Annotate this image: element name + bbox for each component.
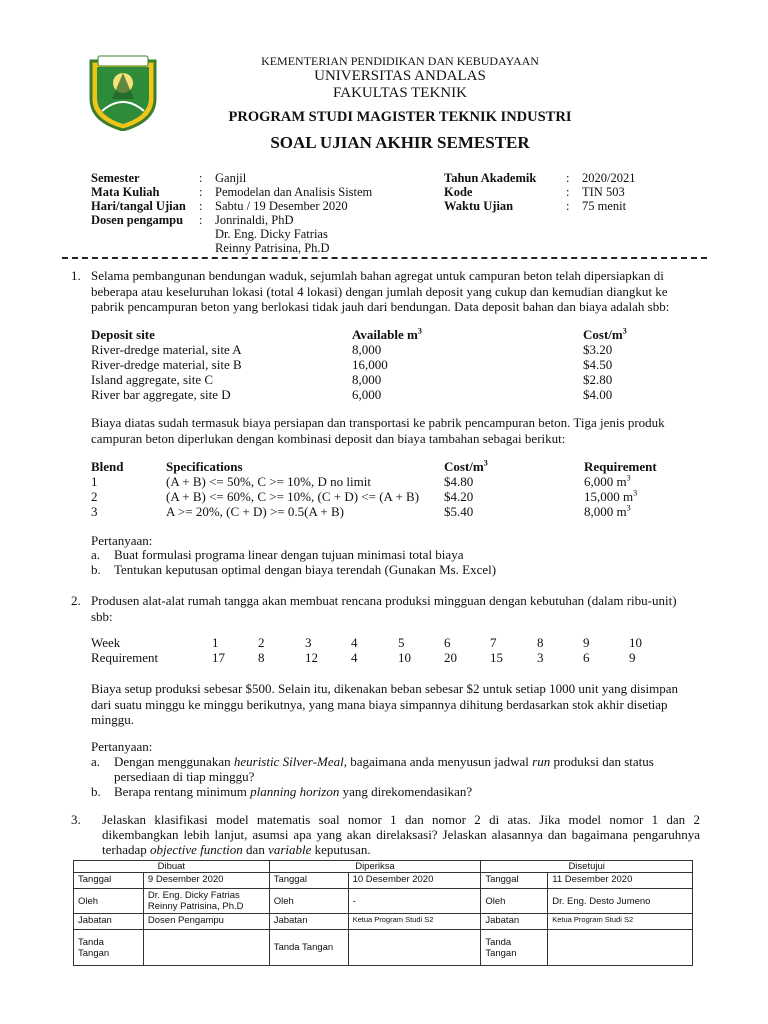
deposit-header-cost: Cost/$m^3$ [583,326,627,342]
deposit-cost: $4.50 [583,357,613,372]
signoff-row-date [74,873,693,889]
week-cell: 10 [629,635,642,650]
q2-text2-line: Biaya setup produksi sebesar $500. Selain itu, dikenakan beban sebesar $2 untuk setiap 1000 unit yang disimpan [91,681,679,696]
signoff-row-signature [74,930,693,966]
blend-cost: $5.40 [444,504,474,519]
info-colon: : [566,171,570,185]
signoff-cell: Jabatan [269,914,348,930]
signoff-cell: Ketua Program Studi S2 [348,914,481,930]
blend-cost: $4.80 [444,474,474,489]
blend-id: 3 [91,504,98,519]
blend-requirement: 8,000 $m^3$ [584,503,631,519]
week-cell: 8 [537,635,544,650]
signoff-cell: Tanggal [481,873,548,889]
q3-line1: Jelaskan klasifikasi model matematis soal nomor 1 dan nomor 2 di atas. Jika model nomor 1 dan 2 [102,812,700,827]
q1-text2 [91,415,701,446]
signoff-header-approved: Disetujui [481,861,693,873]
q1-question-a: Buat formulasi programa linear dengan tujuan minimasi total biaya [114,547,464,562]
req-cell: 6 [583,650,590,665]
week-cell: 3 [305,635,312,650]
info-label-code: Kode [444,185,473,199]
q2-number: 2. [71,593,81,608]
info-value-code: TIN 503 [582,185,625,199]
deposit-site: Island aggregate, site C [91,372,214,387]
signoff-cell: Oleh [269,889,348,914]
q2-text-line: sbb: [91,608,113,624]
req-cell: 9 [629,650,636,665]
info-label-duration: Waktu Ujian [444,199,514,213]
week-cell: 9 [583,635,590,650]
q2-question-a-line2: persediaan di tiap minggu? [114,769,255,784]
info-value-lecturer-3: Reinny Patrisina, Ph.D [215,241,330,255]
info-value-duration: 75 menit [582,199,627,213]
blend-requirement: 15,000 $m^3$ [584,488,638,504]
deposit-available: 6,000 [352,387,382,402]
q1-question-b: Tentukan keputusan optimal dengan biaya terendah (Gunakan Ms. Excel) [114,562,497,577]
signoff-row-by [74,889,693,914]
req-cell: 10 [398,650,411,665]
deposit-header-available: Available $m^3$ [352,326,422,342]
program-name: PROGRAM STUDI MAGISTER TEKNIK INDUSTRI [228,109,572,125]
q1-text2-line: campuran beton diperlukan dengan kombinasi deposit dan biaya tambahan sebagai berikut: [91,430,566,446]
info-colon: : [199,185,203,199]
deposit-site: River-dredge material, site A [91,342,242,357]
deposit-site: River bar aggregate, site D [91,387,231,402]
blend-spec: (A + B) <= 50%, C >= 10%, D no limit [166,474,371,489]
blend-cost: $4.20 [444,489,474,504]
deposit-available: 8,000 [352,342,382,357]
q1-text [91,268,701,315]
info-colon: : [199,199,203,213]
week-cell: 2 [258,635,265,650]
week-cell: 7 [490,635,497,650]
blend-header-cost: Cost/$m^3$ [444,458,488,474]
deposit-cost: $4.00 [583,387,613,402]
q3-number: 3. [71,812,81,827]
q2-question-a-letter: a. [91,754,101,769]
info-label-date: Hari/tangal Ujian [91,199,186,213]
deposit-available: 16,000 [352,357,388,372]
q3-line2: dikembangkan lebih lanjut, asumsi apa yang akan direlaksasi? Jelaskan alasannya dan bagaimana pengaruhnya [102,827,700,842]
q2-text2 [91,681,701,728]
signoff-cell: Oleh [481,889,548,914]
signature-box [143,930,269,966]
signoff-cell: Tanda Tangan [481,930,548,966]
info-label-academic-year: Tahun Akademik [444,171,537,185]
q1-number: 1. [71,268,81,283]
signoff-cell: Oleh [74,889,144,914]
q2-text [91,593,701,624]
deposit-site: River-dredge material, site B [91,357,242,372]
signoff-header-made: Dibuat [74,861,270,873]
blend-spec: A >= 20%, (C + D) >= 0.5(A + B) [166,504,344,519]
info-colon: : [566,199,570,213]
q2-text2-line: minggu. [91,712,134,727]
signoff-header-checked: Diperiksa [269,861,481,873]
week-cell: 4 [351,635,358,650]
info-colon: : [566,185,570,199]
signoff-header-row [74,861,693,873]
q1-question-a-letter: a. [91,547,101,562]
info-label-course: Mata Kuliah [91,185,160,199]
q3-line3: terhadap objective function dan variable keputusan. [102,842,371,857]
university-logo [88,53,158,131]
req-cell: 3 [537,650,544,665]
signature-box [348,930,481,966]
blend-header-spec: Specifications [166,459,243,474]
deposit-cost: $3.20 [583,342,613,357]
signoff-cell: Jabatan [74,914,144,930]
university-name: UNIVERSITAS ANDALAS [314,68,486,84]
info-value-date: Sabtu / 19 Desember 2020 [215,199,348,213]
blend-spec: (A + B) <= 60%, C >= 10%, (C + D) <= (A + B) [166,489,420,504]
deposit-available: 8,000 [352,372,382,387]
info-value-course: Pemodelan dan Analisis Sistem [215,185,373,199]
info-colon: : [199,171,203,185]
ministry-name: KEMENTERIAN PENDIDIKAN DAN KEBUDAYAAN [261,54,539,68]
signoff-cell: 9 Desember 2020 [143,873,269,889]
signoff-cell: Tanggal [74,873,144,889]
signoff-cell: Jabatan [481,914,548,930]
signoff-row-position [74,914,693,930]
req-cell: 20 [444,650,457,665]
signoff-cell: 11 Desember 2020 [548,873,693,889]
q2-question-b-letter: b. [91,784,101,799]
req-cell: 12 [305,650,318,665]
q2-question-b: Berapa rentang minimum planning horizon yang direkomendasikan? [114,784,473,799]
signoff-cell: Dr. Eng. Desto Jumeno [548,889,693,914]
info-label-semester: Semester [91,171,140,185]
blend-header-blend: Blend [91,459,124,474]
q1-text2-line: Biaya diatas sudah termasuk biaya persiapan dan transportasi ke pabrik pencampuran beton. Tiga jenis produk [91,415,665,430]
signoff-cell: Tanggal [269,873,348,889]
exam-title: SOAL UJIAN AKHIR SEMESTER [270,133,530,152]
q2-text-line: Produsen alat-alat rumah tangga akan membuat rencana produksi mingguan dengan kebutuhan (dalam ribu-unit) [91,593,677,608]
info-value-academic-year: 2020/2021 [582,171,636,185]
q2-text2-line: dari suatu minggu ke minggu berikutnya, yang mana biaya simpannya dihitung berdasarkan stok akhir disetiap [91,696,668,712]
req-cell: 15 [490,650,503,665]
q1-text-line: beberapa atau keseluruhan lokasi (total 4 lokasi) dengan jumlah deposit yang cukup dan kemudian diangkut ke [91,283,668,299]
req-cell: 17 [212,650,225,665]
signature-box [548,930,693,966]
q2-questions-label: Pertanyaan: [91,739,153,754]
blend-requirement: 6,000 $m^3$ [584,473,631,489]
blend-id: 2 [91,489,98,504]
header-divider [62,257,707,259]
week-label: Week [91,635,121,650]
q1-question-b-letter: b. [91,562,101,577]
info-label-lecturer: Dosen pengampu [91,213,184,227]
week-cell: 1 [212,635,219,650]
deposit-header-site: Deposit site [91,327,155,342]
blend-id: 1 [91,474,98,489]
signoff-cell: Dr. Eng. Dicky Fatrias Reinny Patrisina, Ph.D [143,889,269,914]
signoff-cell: - [348,889,481,914]
req-cell: 4 [351,650,358,665]
info-value-lecturer-2: Dr. Eng. Dicky Fatrias [215,227,328,241]
q1-questions-label: Pertanyaan: [91,533,153,548]
info-value-lecturer: Jonrinaldi, PhD [215,213,294,227]
q1-text-line: Selama pembangunan bendungan waduk, sejumlah bahan agregat untuk campuran beton telah dipersiapkan di [91,268,664,283]
info-value-semester: Ganjil [215,171,247,185]
signoff-cell: Dosen Pengampu [143,914,269,930]
q1-text-line: pabrik pencampuran beton yang berlokasi tidak jauh dari bendungan. Data deposit bahan dan biaya adalah sbb: [91,299,670,314]
week-cell: 6 [444,635,451,650]
deposit-cost: $2.80 [583,372,613,387]
signoff-cell: Tanda Tangan [269,930,348,966]
req-cell: 8 [258,650,265,665]
signoff-table [73,860,693,966]
blend-header-requirement: Requirement [584,459,657,474]
week-cell: 5 [398,635,405,650]
q2-question-a: Dengan menggunakan heuristic Silver-Meal, bagaimana anda menyusun jadwal run produksi dan status [114,754,654,769]
faculty-name: FAKULTAS TEKNIK [333,85,467,101]
signoff-cell: Ketua Program Studi S2 [548,914,693,930]
requirement-label: Requirement [91,650,159,665]
info-colon: : [199,213,203,227]
signoff-cell: Tanda Tangan [74,930,144,966]
signoff-cell: 10 Desember 2020 [348,873,481,889]
